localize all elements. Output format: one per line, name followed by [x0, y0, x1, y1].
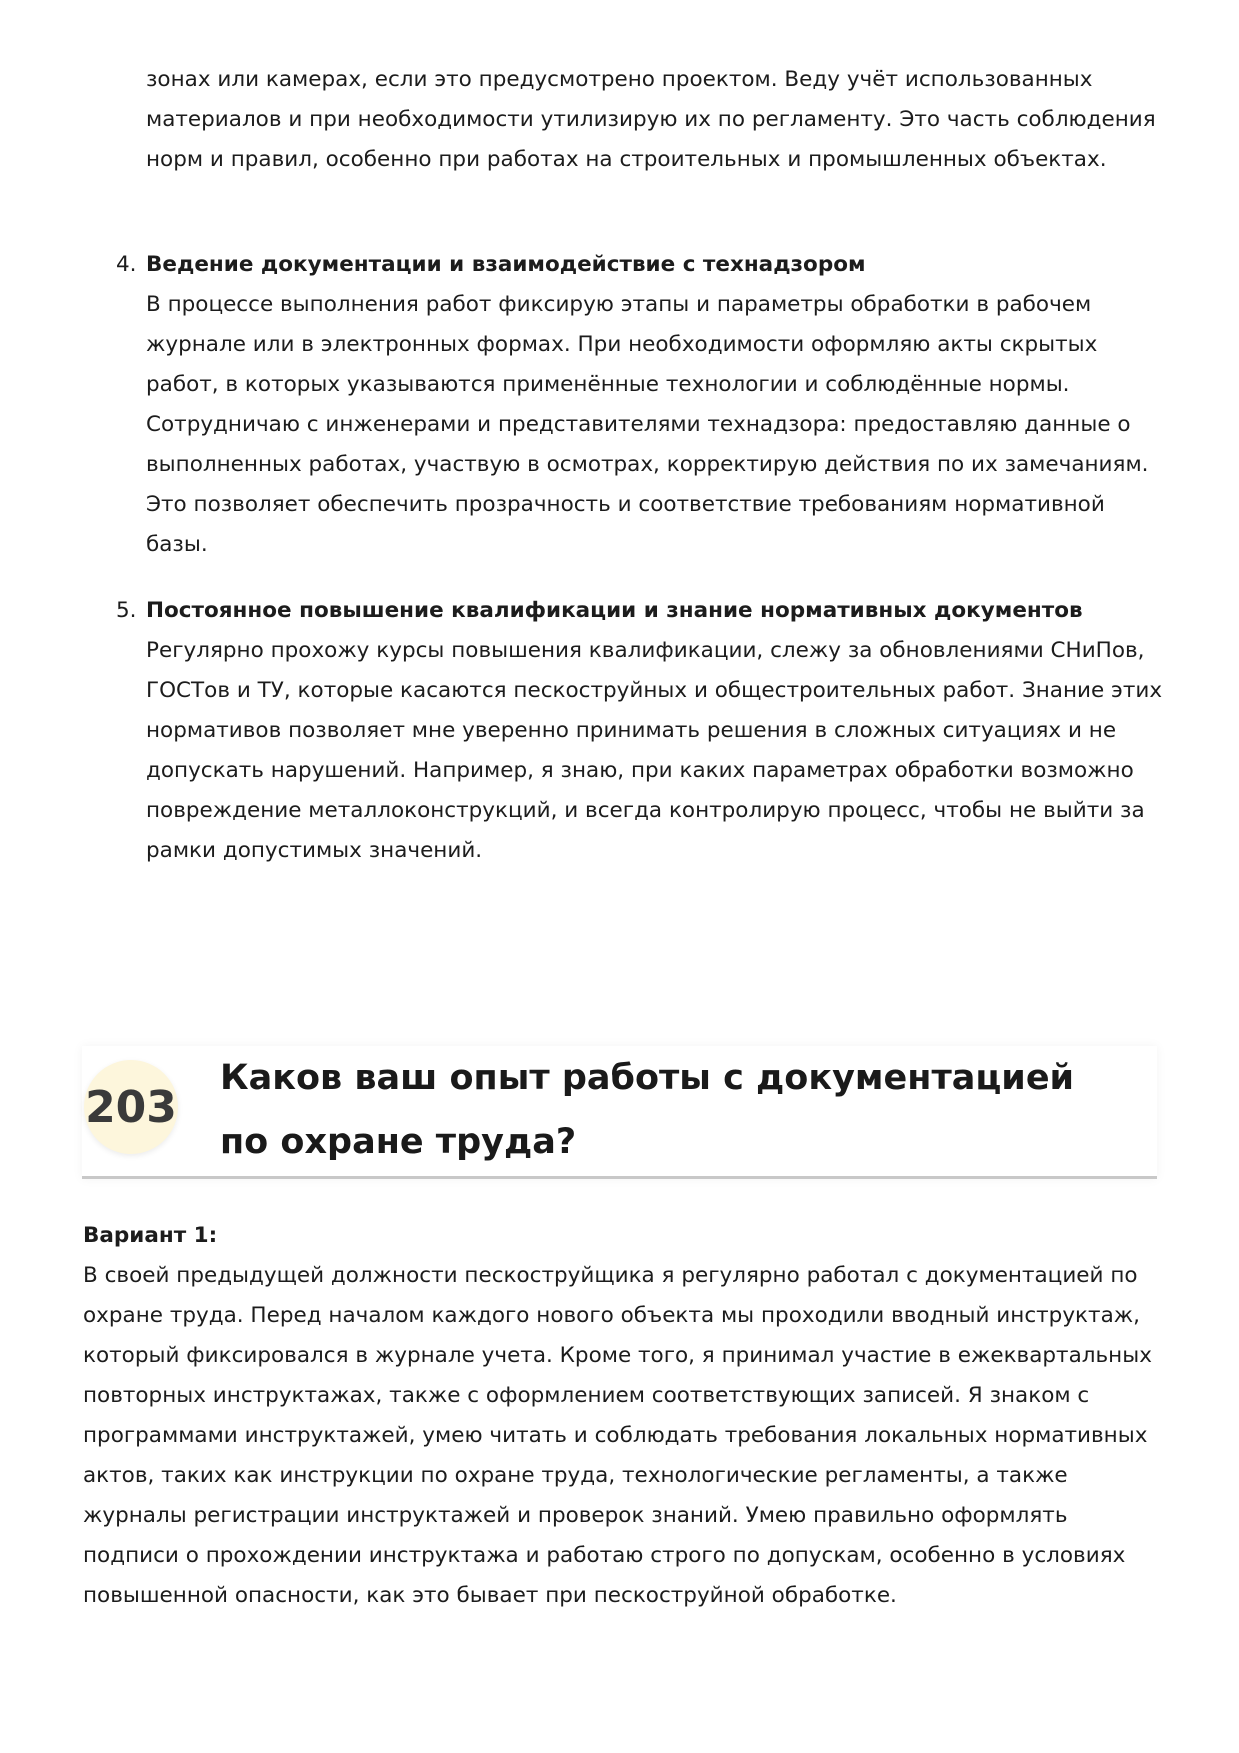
answer-text: В своей предыдущей должности пескоструйщика я регулярно работал с документацией по охране труда. Перед началом каждого нового объекта мы проходили вводный инструктаж, который фиксировался в журнале учета. Кроме того, я принимал участие в ежеквартальных повторных инструктажах, также с оформлением соответствующих записей. Я знаком с программами инструктажей, умею читать и соблюдать требования локальных нормативных актов, таких как инструкции по охране труда, технологические регламенты, а также журналы регистрации инструктажей и проверок знаний. Умею правильно оформлять подписи о прохождении инструктажа и работаю строго по допускам, особенно в условиях повышенной опасности, как это бывает при пескоструйной обработке. [83, 1263, 1152, 1608]
list-item-title: Постоянное повышение квалификации и знание нормативных документов [146, 598, 1083, 623]
question-header [82, 1046, 1157, 1179]
question-number-badge: 203 [84, 1060, 178, 1154]
list-item-number: 4. [116, 252, 137, 277]
list-item-title: Ведение документации и взаимодействие с технадзором [146, 252, 866, 277]
list-item-text: В процессе выполнения работ фиксирую этапы и параметры обработки в рабочем журнале или в электронных формах. При необходимости оформляю акты скрытых работ, в которых указываются применённые технологии и соблюдённые нормы. Сотрудничаю с инженерами и представителями технадзора: предоставляю данные о выполненных работах, участвую в осмотрах, корректирую действия по их замечаниям. Это позволяет обеспечить прозрачность и соответствие требованиям нормативной базы. [146, 292, 1149, 557]
question-title: Каков ваш опыт работы с документацией по охране труда? [220, 1058, 1075, 1162]
list-item-number: 5. [116, 598, 137, 623]
continuation-paragraph: зонах или камерах, если это предусмотрено проектом. Веду учёт использованных материалов и при необходимости утилизирую их по регламенту. Это часть соблюдения норм и правил, особенно при работах на строительных и промышленных объектах. [146, 67, 1156, 172]
list-item [116, 245, 1166, 565]
variant-label: Вариант 1: [83, 1223, 218, 1248]
list-item-text: Регулярно прохожу курсы повышения квалификации, слежу за обновлениями СНиПов, ГОСТов и ТУ, которые касаются пескоструйных и общестроительных работ. Знание этих нормативов позволяет мне уверенно принимать решения в сложных ситуациях и не допускать нарушений. Например, я знаю, при каких параметрах обработки возможно повреждение металлоконструкций, и всегда контролирую процесс, чтобы не выйти за рамки допустимых значений. [146, 638, 1163, 863]
answer-section [83, 1216, 1163, 1616]
list-item [116, 591, 1166, 871]
